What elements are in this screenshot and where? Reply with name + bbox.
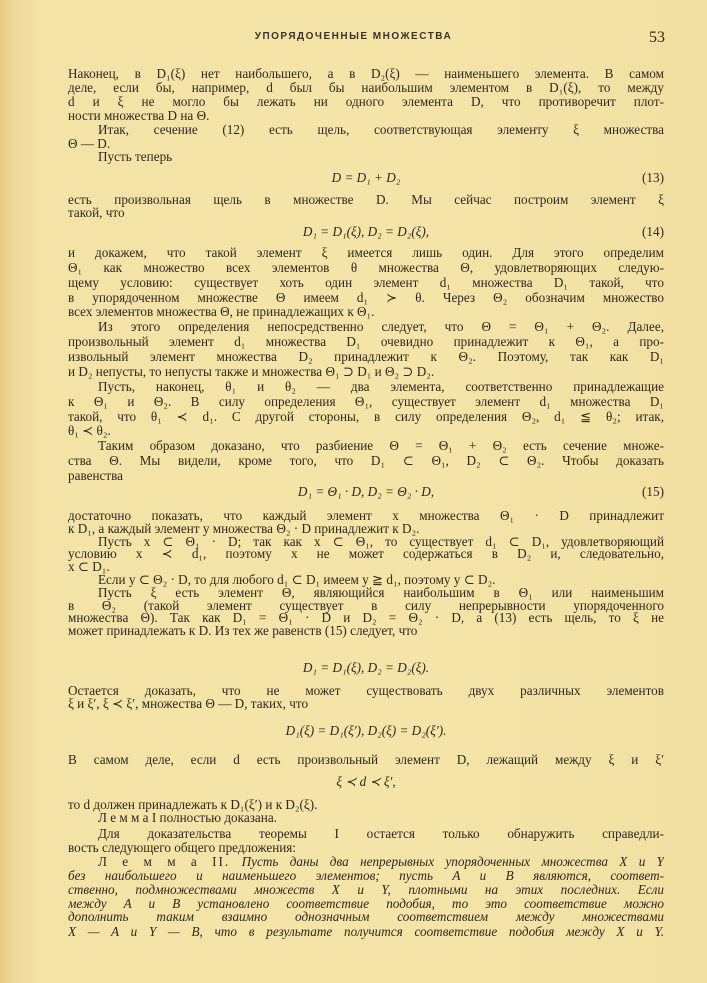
line-text: Θ — D. — [68, 136, 111, 151]
equation-number: (14) — [642, 224, 664, 239]
text-line — [68, 260, 664, 276]
equation-line — [68, 774, 664, 790]
line-text: Пусть x ⊂ Θ₁ · D; так как x ⊂ Θ₁, то существует d₁ ⊂ D₁, удовлетворяющий — [98, 534, 664, 549]
line-text: условию x ≺ d₁, поэтому x не может содержаться в D₂ и, следовательно, — [68, 546, 664, 561]
text-line — [68, 423, 664, 439]
line-text: то d должен принадлежать к D₁(ξ′) и к D₂(ξ). — [68, 797, 318, 812]
line-text: такой, что θ₁ ≺ d₁. С другой стороны, в силу определения Θ₂, d₁ ≦ θ₂; итак, — [68, 409, 664, 424]
line-text: Л е м м а I полностью доказана. — [98, 810, 277, 825]
line-text: Пусть даны два непрерывных упорядоченных множества X и Y — [230, 854, 664, 869]
equation-text: D₁(ξ) = D₁(ξ′), D₂(ξ) = D₂(ξ′). — [285, 723, 447, 738]
text-line — [68, 364, 664, 380]
text-line — [68, 924, 664, 940]
line-text: равенства — [68, 468, 124, 483]
line-text: произвольный элемент d₁ множества D₁ очевидно принадлежит к Θ₁, а про- — [68, 334, 664, 349]
line-text: к D₁, а каждый элемент y множества Θ₂ · D принадлежит к D₂. — [68, 521, 420, 536]
page-number: 53 — [649, 29, 665, 46]
line-text: d и ξ не могло бы лежать ни одного элемента D, что противоречит плот- — [68, 94, 664, 109]
line-text: дополнить таким взаимно однозначным соответствием между множествами — [68, 909, 664, 924]
line-text: достаточно показать, что каждый элемент x множества Θ₁ · D принадлежит — [68, 508, 664, 523]
text-line — [68, 394, 664, 410]
line-text: Остается доказать, что не может существовать двух различных элементов — [68, 683, 664, 698]
line-text: щему условию: существует хоть один элемент d₁ множества D₁ такой, что — [68, 275, 664, 290]
lemma-label: Л е м м а II. — [98, 854, 231, 869]
line-text: Θ₁ как множество всех элементов θ множества Θ, удовлетворяющих следую- — [68, 260, 664, 275]
line-text: x ⊂ D₁. — [68, 559, 110, 574]
line-text: θ₁ ≺ θ₂. — [68, 423, 111, 438]
text-line — [98, 438, 664, 454]
text-line — [68, 349, 664, 365]
line-text: и докажем, что такой элемент ξ имеется лишь один. Для этого определим — [68, 245, 664, 260]
line-text: между A и B установлено соответствие подобия, то это соответствие можно — [68, 896, 664, 911]
line-text: в упорядоченном множестве Θ имеем d₁ ≻ θ. Через Θ₂ обозначим множество — [68, 290, 664, 305]
equation-line — [68, 170, 664, 186]
equation-text: D₁ = Θ₁ · D, D₂ = Θ₂ · D, — [297, 484, 435, 499]
text-line — [68, 752, 664, 768]
line-text: множества Θ). Так как D₁ = Θ₁ · D и D₂ = Θ₂ · D, а (13) есть щель, то ξ не — [68, 610, 664, 625]
line-text: Наконец, в D₁(ξ) нет наибольшего, а в D₂(ξ) — наименьшего элемента. В самом — [68, 66, 664, 81]
line-text: Таким образом доказано, что разбиение Θ = Θ₁ + Θ₂ есть сечение множе- — [98, 438, 664, 453]
equation-text: ξ ≺ d ≺ ξ′, — [336, 774, 396, 789]
text-line — [68, 696, 664, 712]
line-text: Пусть ξ есть элемент Θ, являющийся наибольшим в Θ₁ или наименьшим — [98, 585, 664, 600]
text-line — [68, 245, 664, 261]
text-line — [68, 304, 664, 320]
line-text: может принадлежать к D. Из тех же равенств (15) следует, что — [68, 623, 418, 638]
equation-text: D₁ = D₁(ξ), D₂ = D₂(ξ), — [302, 224, 430, 239]
line-text: Итак, сечение (12) есть щель, соответствующая элементу ξ множества — [98, 122, 664, 137]
text-line — [98, 810, 664, 826]
line-text: такой, что — [68, 205, 125, 220]
text-line — [68, 909, 664, 925]
text-line — [68, 453, 664, 469]
text-line — [98, 319, 664, 335]
line-text: деле, если бы, например, d был бы наибольшим элементом в D₁(ξ), то между — [68, 80, 664, 95]
text-line — [98, 149, 664, 165]
line-text: есть произвольная щель в множестве D. Мы сейчас построим элемент ξ — [68, 192, 664, 207]
text-line — [68, 468, 664, 484]
text-line — [68, 205, 664, 221]
line-text: ственно, подмножествами множеств X и Y, плотными на этих последних. Если — [68, 882, 664, 897]
equation-text: D₁ = D₁(ξ), D₂ = D₂(ξ). — [302, 660, 430, 675]
equation-line — [68, 660, 664, 676]
line-text: X — A и Y — B, что в результате получится соответствие подобия между X и Y. — [68, 924, 664, 939]
line-text: и D₂ непусты, то непусты также и множества Θ₁ ⊃ D₁ и Θ₂ ⊃ D₂. — [68, 364, 435, 379]
line-text: всех элементов множества Θ, не принадлежащих к Θ₁. — [68, 304, 375, 319]
text-line — [68, 623, 664, 639]
line-text: Если y ⊂ Θ₂ · D, то для любого d₁ ⊂ D₁ имеем y ≧ d₁, поэтому y ⊂ D₂. — [98, 572, 496, 587]
line-text: к Θ₁ и Θ₂. В силу определения Θ₁, существует элемент d₁ множества D₁ — [68, 394, 664, 409]
line-text: Пусть, наконец, θ₁ и θ₂ — два элемента, соответственно принадлежащие — [98, 379, 664, 394]
line-text: извольный элемент множества D₂ принадлежит к Θ₂. Поэтому, так как D₁ — [68, 349, 664, 364]
line-text: Из этого определения непосредственно следует, что Θ = Θ₁ + Θ₂. Далее, — [98, 319, 664, 334]
text-line — [68, 275, 664, 291]
running-title: УПОРЯДОЧЕННЫЕ МНОЖЕСТВА — [254, 31, 453, 42]
line-text: В самом деле, если d есть произвольный элемент D, лежащий между ξ и ξ′ — [68, 752, 664, 767]
equation-line — [68, 484, 664, 500]
line-text: без наибольшего и наименьшего элементов; пусть A и B являются, соответ- — [68, 868, 664, 883]
line-text: ξ и ξ′, ξ ≺ ξ′, множества Θ — D, таких, что — [68, 696, 309, 711]
line-text: в Θ₂ (такой элемент существует в силу непрерывности упорядоченного — [68, 598, 664, 613]
line-text: ства Θ. Мы видели, кроме того, что D₁ ⊂ Θ₁, D₂ ⊂ Θ₂. Чтобы доказать — [68, 453, 664, 468]
line-text: Для доказательства теоремы I остается только обнаружить справедли- — [98, 826, 664, 841]
line-text: ности множества D на Θ. — [68, 108, 210, 123]
equation-line — [68, 224, 664, 240]
line-text: Пусть теперь — [98, 149, 173, 164]
equation-text: D = D₁ + D₂ — [331, 170, 401, 185]
equation-number: (13) — [642, 170, 664, 185]
text-line — [68, 334, 664, 350]
equation-number: (15) — [642, 484, 664, 499]
text-line — [98, 379, 664, 395]
line-text: вость следующего общего предложения: — [68, 840, 297, 855]
equation-line — [68, 723, 664, 739]
